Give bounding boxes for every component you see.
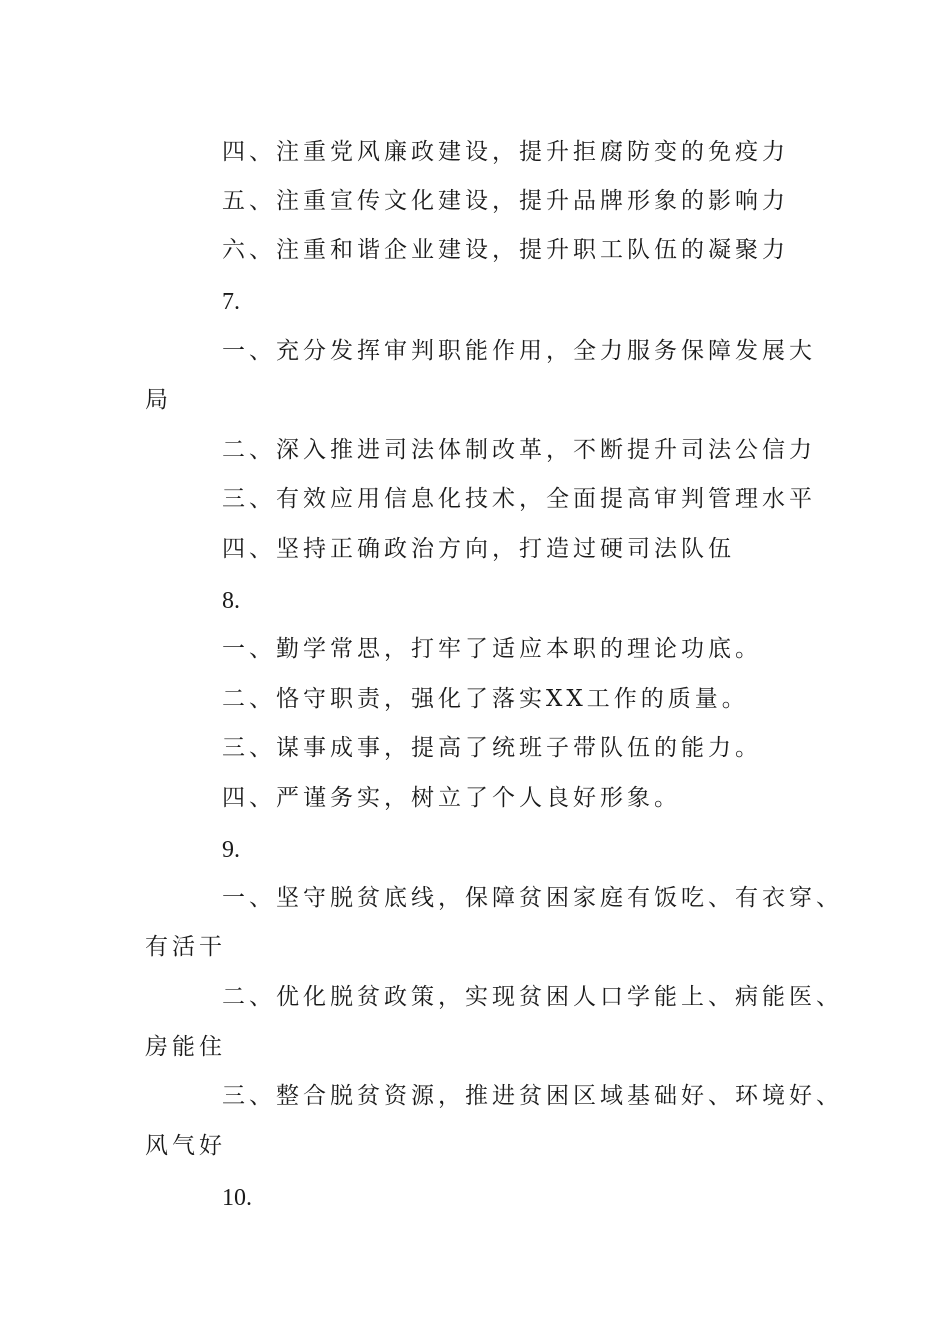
section-number: 9. bbox=[222, 837, 240, 863]
text-line: 局 bbox=[145, 387, 172, 413]
text-line: 房能住 bbox=[145, 1034, 226, 1060]
text-line: 一、充分发挥审判职能作用，全力服务保障发展大 bbox=[222, 338, 816, 364]
text-line: 三、谋事成事，提高了统班子带队伍的能力。 bbox=[222, 735, 762, 761]
section-number: 7. bbox=[222, 289, 240, 315]
text-line: 三、整合脱贫资源，推进贫困区域基础好、环境好、 bbox=[222, 1083, 843, 1109]
text-line: 有活干 bbox=[145, 934, 226, 960]
text-line: 二、优化脱贫政策，实现贫困人口学能上、病能医、 bbox=[222, 984, 843, 1010]
section-number: 8. bbox=[222, 588, 240, 614]
text-line: 四、严谨务实，树立了个人良好形象。 bbox=[222, 785, 681, 811]
text-line: 风气好 bbox=[145, 1133, 226, 1159]
text-line: 一、坚守脱贫底线，保障贫困家庭有饭吃、有衣穿、 bbox=[222, 885, 843, 911]
text-line: 二、深入推进司法体制改革，不断提升司法公信力 bbox=[222, 437, 816, 463]
text-line: 五、注重宣传文化建设，提升品牌形象的影响力 bbox=[222, 188, 789, 214]
text-line: 一、勤学常思，打牢了适应本职的理论功底。 bbox=[222, 636, 762, 662]
text-line: 六、注重和谐企业建设，提升职工队伍的凝聚力 bbox=[222, 237, 789, 263]
text-line: 三、有效应用信息化技术，全面提高审判管理水平 bbox=[222, 486, 816, 512]
text-line: 四、坚持正确政治方向，打造过硬司法队伍 bbox=[222, 536, 735, 562]
text-line: 二、恪守职责，强化了落实XX工作的质量。 bbox=[222, 686, 749, 712]
section-number: 10. bbox=[222, 1185, 252, 1211]
text-line: 四、注重党风廉政建设，提升拒腐防变的免疫力 bbox=[222, 139, 789, 165]
